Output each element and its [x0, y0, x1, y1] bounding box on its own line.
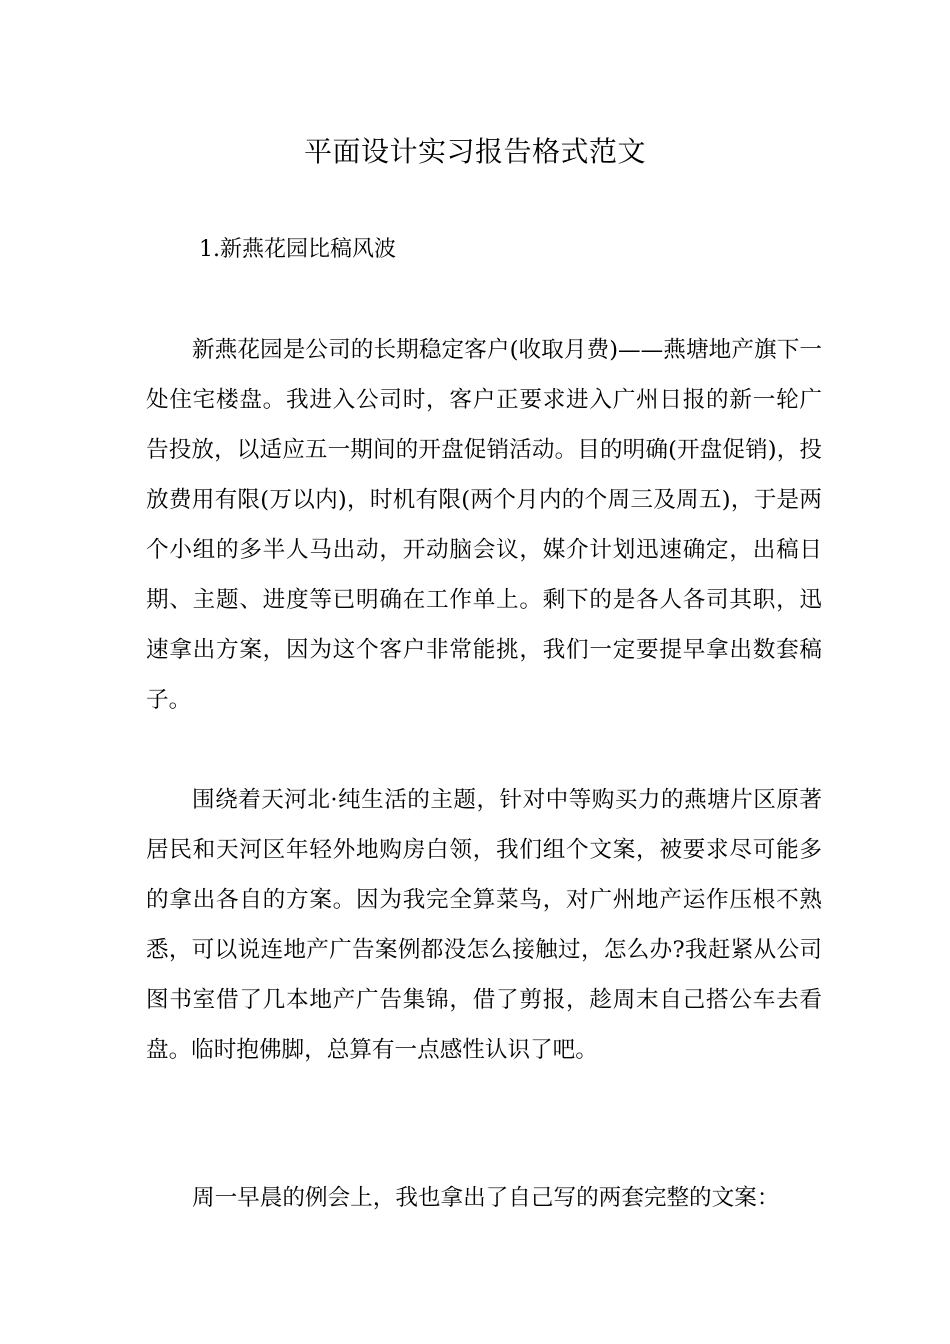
body-paragraph: 周一早晨的例会上，我也拿出了自己写的两套完整的文案：: [192, 1185, 780, 1211]
body-paragraph: 围绕着天河北·纯生活的主题，针对中等购买力的燕塘片区原著居民和天河区年轻外地购房白领，我们组个文案，被要求尽可能多的拿出各自的方案。因为我完全算菜鸟，对广州地产运作压根不熟悉，可以说连地产广告案例都没怎么接触过，怎么办?我赶紧从公司图书室借了几本地产广告集锦，借了剪报，趁周末自己搭公车去看盘。临时抱佛脚，总算有一点感性认识了吧。: [146, 787, 822, 1063]
body-paragraph: 新燕花园是公司的长期稳定客户(收取月费)——燕塘地产旗下一处住宅楼盘。我进入公司时，客户正要求进入广州日报的新一轮广告投放，以适应五一期间的开盘促销活动。目的明确(开盘促销)，投放费用有限(万以内)，时机有限(两个月内的个周三及周五)，于是两个小组的多半人马出动，开动脑会议，媒介计划迅速确定，出稿日期、主题、进度等已明确在工作单上。剩下的是各人各司其职，迅速拿出方案，因为这个客户非常能挑，我们一定要提早拿出数套稿子。: [146, 337, 822, 713]
document-title: 平面设计实习报告格式范文: [303, 135, 646, 168]
section-heading: 1.新燕花园比稿风波: [199, 237, 396, 262]
